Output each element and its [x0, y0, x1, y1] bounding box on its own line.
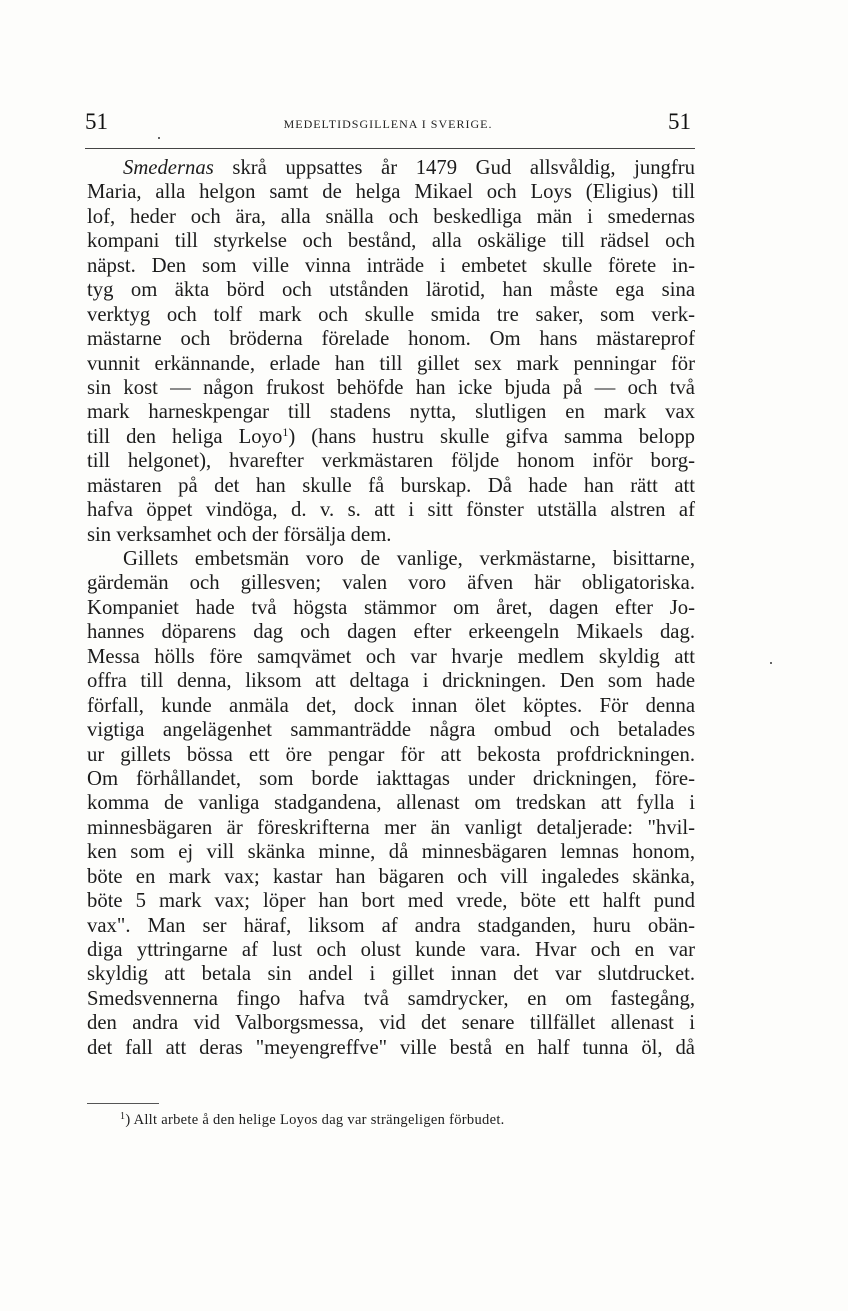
text-line: mästarne och bröderna förelade honom. Om hans mästareprof — [87, 328, 695, 351]
text-line: Smedsvennerna fingo hafva två samdrycker, en om fastegång, — [87, 987, 695, 1010]
text-line: ur gillets bössa ett öre pengar för att bekosta profdrickningen. — [87, 743, 695, 766]
footnote-text: ) Allt arbete å den helige Loyos dag var strängeligen förbudet. — [125, 1112, 505, 1128]
text-line: tyg om äkta börd och utstånden lärotid, han måste ega sina — [87, 279, 695, 302]
text-line: det fall att deras "meyengreffve" ville bestå en half tunna öl, då — [87, 1036, 695, 1059]
text-line: vigtiga angelägenhet sammanträdde några ombud och betalades — [87, 719, 695, 742]
text-line: vunnit erkännande, erlade han till gillet sex mark penningar för — [87, 352, 695, 375]
print-speck — [158, 137, 160, 139]
text-line: hafva öppet vindöga, d. v. s. att i sitt fönster utställa alstren af — [87, 499, 695, 522]
text-line: skyldig att betala sin andel i gillet innan det var slutdrucket. — [87, 963, 695, 986]
text-line-with-footnote-ref — [87, 425, 695, 449]
line-text: skrå uppsattes år 1479 Gud allsvåldig, jungfru — [232, 157, 696, 179]
text-line: Gillets embetsmän voro de vanlige, verkmästarne, bisittarne, — [123, 548, 695, 570]
line-text: till den heliga Loyo — [87, 425, 283, 448]
text-line: den andra vid Valborgsmessa, vid det senare tillfället allenast i — [87, 1012, 695, 1035]
text-line: lof, heder och ära, alla snälla och beskedliga män i smedernas — [87, 205, 695, 228]
text-line: Kompaniet hade två högsta stämmor om året, dagen efter Jo- — [87, 596, 695, 619]
text-line — [87, 156, 695, 180]
page-header — [85, 108, 691, 142]
footnote-reference[interactable]: 1 — [282, 424, 289, 439]
text-line: till helgonet), hvarefter verkmästaren följde honom inför borg- — [87, 450, 695, 473]
header-rule — [85, 148, 695, 149]
text-line: böte 5 mark vax; löper han bort med vrede, böte ett halft pund — [87, 890, 695, 913]
text-line: gärdemän och gillesven; valen voro äfven här obligatoriska. — [87, 572, 695, 595]
footnote-rule — [87, 1103, 159, 1104]
text-line: Maria, alla helgon samt de helga Mikael och Loys (Eligius) till — [87, 181, 695, 204]
text-line: kompani till styrkelse och bestånd, alla oskälige till rädsel och — [87, 230, 695, 253]
text-line: mark harneskpengar till stadens nytta, slutligen en mark vax — [87, 401, 695, 424]
text-line: förfall, kunde anmäla det, dock innan ölet köptes. För denna — [87, 694, 695, 717]
text-line: mästaren på det han skulle få burskap. Då hade han rätt att — [87, 474, 695, 497]
text-line: offra till denna, liksom att deltaga i drickningen. Den som hade — [87, 670, 695, 693]
text-line: hannes döparens dag och dagen efter erkeengeln Mikaels dag. — [87, 621, 695, 644]
print-speck — [770, 662, 772, 664]
page-number-right: 51 — [668, 109, 691, 134]
text-line: Messa hölls före samqvämet och var hvarje medlem skyldig att — [87, 645, 695, 668]
text-line: sin verksamhet och der försälja dem. — [87, 523, 392, 546]
text-line: ken som ej vill skänka minne, då minnesbägaren lemnas honom, — [87, 841, 695, 864]
text-line: Om förhållandet, som borde iakttagas under drickningen, före- — [87, 767, 695, 790]
text-line: komma de vanliga stadgandena, allenast om tredskan att fylla i — [87, 792, 695, 815]
italic-lead: Smedernas — [123, 157, 214, 179]
footnote-marker: 1 — [120, 1111, 126, 1122]
running-title: MEDELTIDSGILLENA I SVERIGE. — [283, 117, 493, 131]
text-line: böte en mark vax; kastar han bägaren och vill ingaledes skänka, — [87, 865, 695, 888]
text-line: näpst. Den som ville vinna inträde i embetet skulle förete in- — [87, 254, 695, 277]
text-line: sin kost — någon frukost behöfde han icke bjuda på — och två — [87, 376, 695, 399]
page-number-left: 51 — [85, 109, 108, 134]
body-text — [87, 156, 695, 1060]
text-line: vax". Man ser häraf, liksom af andra stadganden, huru obän- — [87, 914, 695, 937]
line-text: ) (hans hustru skulle gifva samma belopp — [288, 425, 696, 448]
text-line: diga yttringarne af lust och olust kunde vara. Hvar och en var — [87, 939, 695, 961]
text-line: minnesbägaren är föreskrifterna mer än vanligt detaljerade: "hvil- — [87, 816, 695, 839]
text-line: verktyg och tolf mark och skulle smida tre saker, som verk- — [87, 303, 695, 326]
footnote — [120, 1112, 680, 1129]
